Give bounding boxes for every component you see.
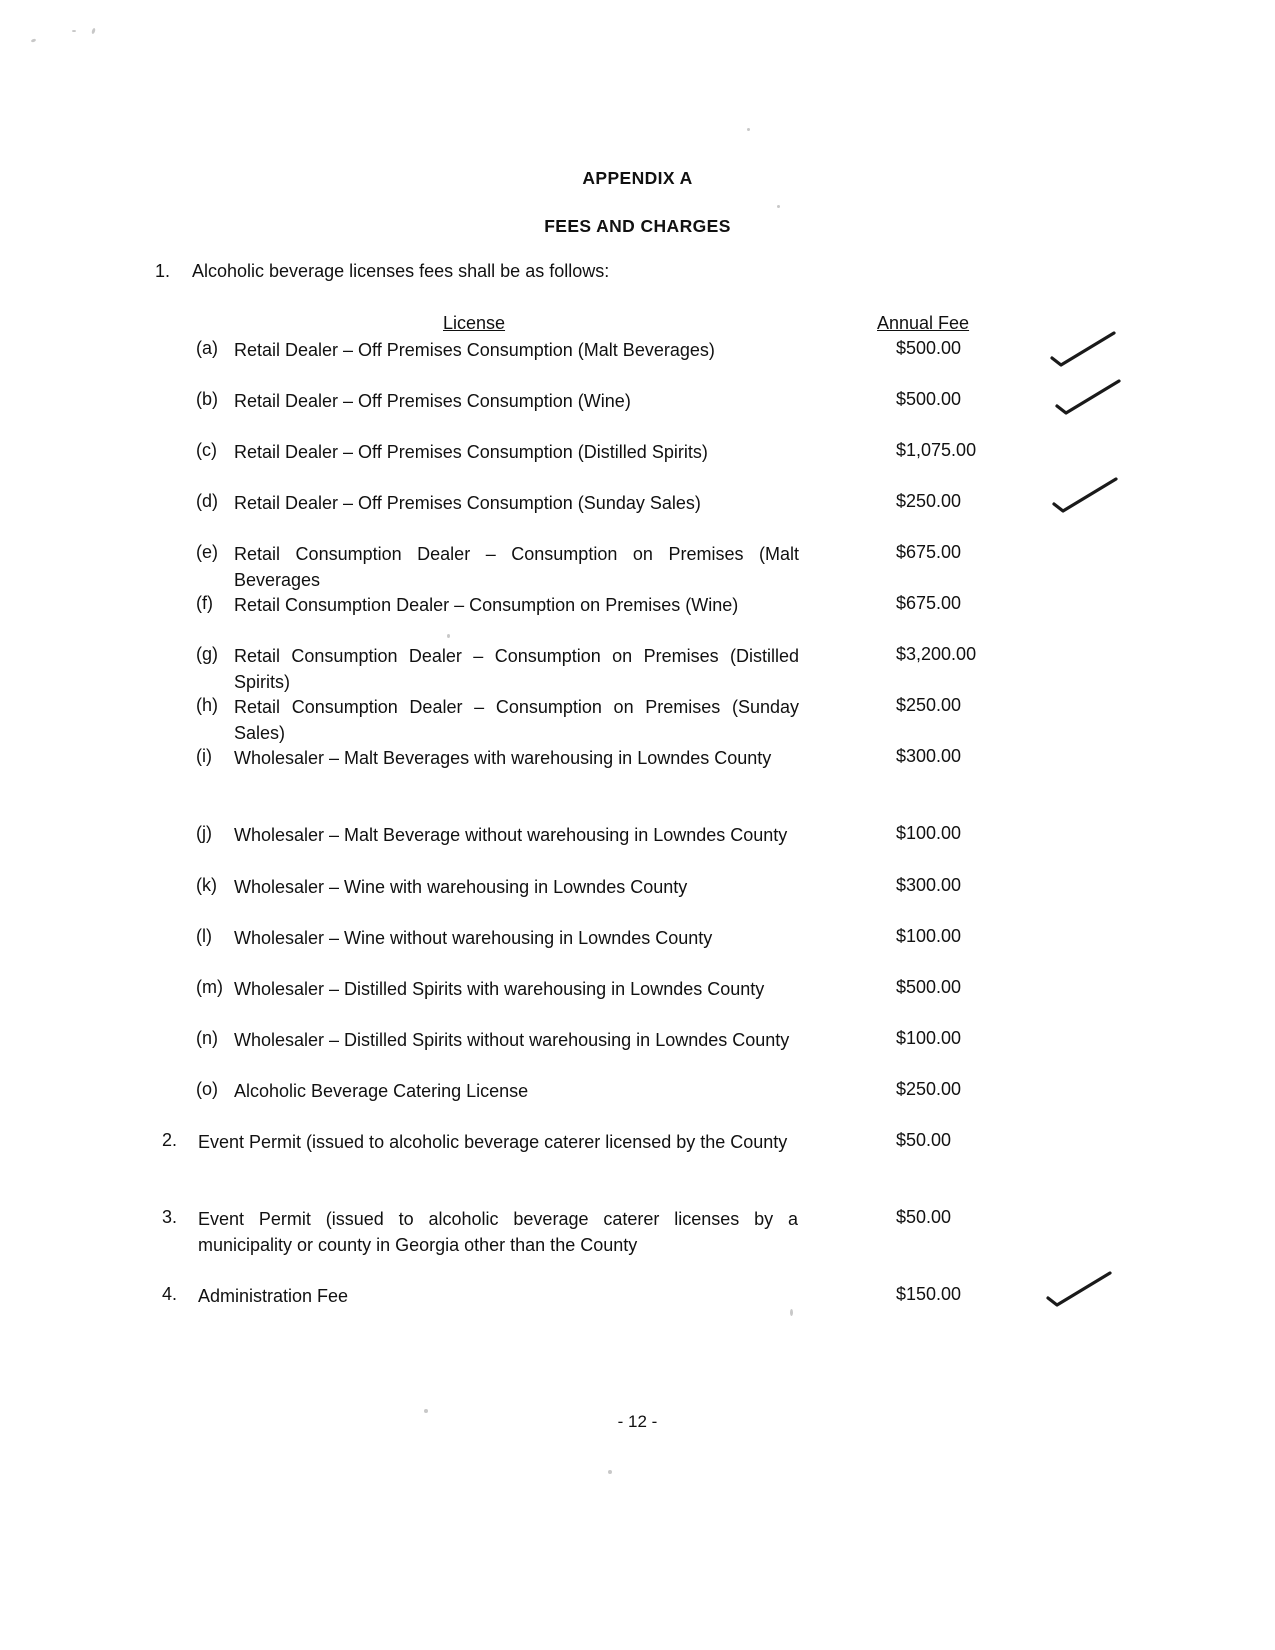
annual-fee-value: $3,200.00	[896, 644, 977, 664]
scan-speckle	[747, 128, 750, 131]
list-item-marker: (k)	[196, 875, 217, 895]
annual-fee-value: $500.00	[896, 977, 962, 997]
license-fee-row	[196, 695, 1056, 746]
list-item-marker: (m)	[196, 977, 223, 997]
license-fee-row	[196, 389, 1056, 415]
license-description: Alcoholic Beverage Catering License	[234, 1081, 529, 1101]
section-1-lead	[155, 261, 609, 282]
annual-fee-value: $250.00	[896, 695, 962, 715]
list-item-marker: (j)	[196, 823, 212, 843]
page-subtitle: FEES AND CHARGES	[544, 216, 731, 236]
license-description: Retail Dealer – Off Premises Consumption (Malt Beverages)	[234, 340, 715, 360]
license-fee-row	[196, 491, 1056, 517]
list-item-marker: (l)	[196, 926, 212, 946]
list-item-marker: (i)	[196, 746, 212, 766]
license-description: Retail Dealer – Off Premises Consumption (Distilled Spirits)	[234, 442, 708, 462]
numbered-fee-row	[162, 1130, 1062, 1156]
license-description: Retail Consumption Dealer – Consumption on Premises (Malt Beverages	[234, 544, 799, 590]
scan-speckle	[790, 1309, 793, 1316]
annual-fee-value: $150.00	[896, 1284, 962, 1304]
scan-speckle	[608, 1470, 612, 1474]
license-fee-row	[196, 542, 1056, 593]
list-item-marker: (d)	[196, 491, 218, 511]
annual-fee-value: $250.00	[896, 1079, 962, 1099]
annual-fee-value: $500.00	[896, 389, 962, 409]
license-description: Retail Consumption Dealer – Consumption on Premises (Distilled Spirits)	[234, 646, 799, 692]
license-description: Retail Dealer – Off Premises Consumption (Sunday Sales)	[234, 493, 701, 513]
list-item-marker: (o)	[196, 1079, 218, 1099]
annual-fee-value: $50.00	[896, 1207, 952, 1227]
license-description: Wholesaler – Distilled Spirits without warehousing in Lowndes County	[234, 1030, 790, 1050]
license-fee-row	[196, 644, 1056, 695]
annual-fee-value: $250.00	[896, 491, 962, 511]
license-description: Wholesaler – Malt Beverage without warehousing in Lowndes County	[234, 825, 788, 845]
list-item-marker: 4.	[162, 1284, 178, 1304]
annual-fee-value: $500.00	[896, 338, 962, 358]
scan-speckle	[31, 38, 37, 43]
numbered-fee-row	[162, 1284, 1062, 1310]
list-item-marker: (h)	[196, 695, 218, 715]
scan-speckle	[72, 30, 76, 32]
license-fee-row	[196, 338, 1056, 364]
license-fee-row	[196, 1079, 1056, 1105]
fee-description: Event Permit (issued to alcoholic beverage caterer licensed by the County	[198, 1132, 788, 1152]
license-fee-row	[196, 1028, 1056, 1054]
annual-fee-value: $675.00	[896, 542, 962, 562]
list-item-marker: (f)	[196, 593, 213, 613]
license-fee-row	[196, 440, 1056, 466]
annual-fee-value: $100.00	[896, 926, 962, 946]
license-description: Retail Consumption Dealer – Consumption on Premises (Sunday Sales)	[234, 697, 799, 743]
license-description: Retail Dealer – Off Premises Consumption (Wine)	[234, 391, 631, 411]
list-item-marker: 3.	[162, 1207, 178, 1227]
column-header-license: License	[443, 313, 506, 333]
fee-description: Event Permit (issued to alcoholic beverage caterer licenses by a municipality or county in Georgia other than the County	[198, 1209, 798, 1255]
section-1-number: 1.	[155, 261, 171, 281]
list-item-marker: (b)	[196, 389, 218, 409]
annual-fee-value: $300.00	[896, 875, 962, 895]
numbered-fee-row	[162, 1207, 1062, 1258]
list-item-marker: (g)	[196, 644, 218, 664]
license-fee-row	[196, 875, 1056, 901]
annual-fee-value: $100.00	[896, 823, 962, 843]
scan-speckle	[777, 205, 780, 208]
license-fee-row	[196, 746, 1056, 772]
fee-description: Administration Fee	[198, 1286, 349, 1306]
license-description: Wholesaler – Wine with warehousing in Lowndes County	[234, 877, 688, 897]
list-item-marker: (n)	[196, 1028, 218, 1048]
license-description: Retail Consumption Dealer – Consumption on Premises (Wine)	[234, 595, 739, 615]
annual-fee-value: $1,075.00	[896, 440, 977, 460]
license-fee-row	[196, 926, 1056, 952]
annual-fee-value: $300.00	[896, 746, 962, 766]
list-item-marker: 2.	[162, 1130, 178, 1150]
license-description: Wholesaler – Wine without warehousing in Lowndes County	[234, 928, 713, 948]
license-description: Wholesaler – Malt Beverages with warehousing in Lowndes County	[234, 748, 772, 768]
annual-fee-value: $675.00	[896, 593, 962, 613]
annual-fee-value: $100.00	[896, 1028, 962, 1048]
license-description: Wholesaler – Distilled Spirits with warehousing in Lowndes County	[234, 979, 765, 999]
license-fee-row	[196, 977, 1056, 1003]
scan-speckle	[91, 28, 96, 35]
column-header-annual-fee: Annual Fee	[877, 313, 970, 333]
section-1-lead-text: Alcoholic beverage licenses fees shall be as follows:	[192, 261, 610, 281]
annual-fee-value: $50.00	[896, 1130, 952, 1150]
list-item-marker: (e)	[196, 542, 218, 562]
license-fee-row	[196, 823, 1056, 849]
page-title: APPENDIX A	[582, 168, 693, 188]
license-fee-row	[196, 593, 1056, 619]
page-number: - 12 -	[617, 1412, 658, 1431]
list-item-marker: (a)	[196, 338, 218, 358]
scan-speckle	[447, 634, 450, 638]
list-item-marker: (c)	[196, 440, 217, 460]
